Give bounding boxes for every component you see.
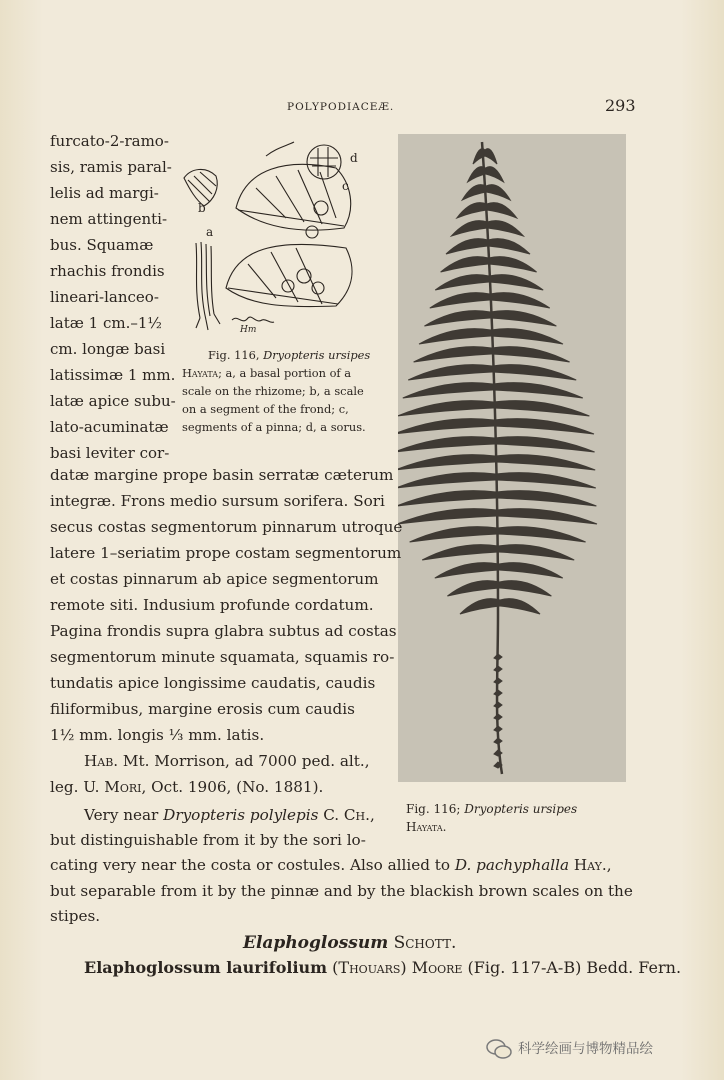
- wechat-icon: [486, 1039, 512, 1059]
- text-line: rhachis frondis: [50, 262, 165, 280]
- species-name: Elaphoglossum laurifolium: [84, 958, 328, 977]
- text-line: secus costas segmentorum pinnarum utroque: [50, 518, 403, 536]
- remark-author: C. Ch.,: [318, 806, 375, 824]
- fern-photograph: [398, 134, 626, 782]
- text-line: latæ apice subu-: [50, 392, 176, 410]
- page-number: 293: [605, 96, 636, 115]
- text-line: cm. longæ basi: [50, 340, 166, 358]
- fern-detail-drawing: [176, 138, 388, 338]
- text-line: basi leviter cor-: [50, 444, 170, 462]
- text-line: et costas pinnarum ab apice segmentorum: [50, 570, 379, 588]
- caption-author: Hayata: [182, 366, 219, 380]
- text-line: bus. Squamæ: [50, 236, 154, 254]
- remark-line: stipes.: [50, 907, 101, 925]
- species-heading: [84, 958, 681, 977]
- text-line: integræ. Frons medio sursum sorifera. Sori: [50, 492, 385, 510]
- collector-suffix: , Oct. 1906, (No. 1881).: [141, 778, 324, 796]
- text-line: lato-acuminatæ: [50, 418, 169, 436]
- photo-caption-fig: Fig. 116;: [406, 802, 461, 816]
- text-line: nem attingenti-: [50, 210, 168, 228]
- text-line: lineari-lanceo-: [50, 288, 159, 306]
- remark-line: but separable from it by the pinnæ and by the blackish brown scales on the: [50, 882, 633, 900]
- remark-species: D. pachyphalla: [454, 856, 570, 874]
- watermark-text: 科学绘画与博物精品绘: [518, 1041, 653, 1057]
- photo-caption: [406, 800, 628, 836]
- caption-fig: Fig. 116,: [208, 348, 260, 362]
- text-line: latere 1–seriatim prope costam segmentorum: [50, 544, 402, 562]
- remark-line: but distinguishable from it by the sori lo-: [50, 831, 366, 849]
- drawing-label-b: b: [198, 201, 206, 215]
- text-line: tundatis apice longissime caudatis, caudis: [50, 674, 376, 692]
- remark-author: Hay.,: [569, 856, 612, 874]
- photo-caption-species: Dryopteris ursipes: [464, 802, 578, 816]
- drawing-label-d: d: [350, 151, 358, 165]
- remark-text: cating very near the costa or costules. Also allied to: [50, 856, 455, 874]
- text-line: datæ margine prope basin serratæ cæterum: [50, 466, 394, 484]
- caption-text: ; a, a basal portion of a scale on the rhizome; b, a scale on a segment of the frond; c, segments of a pinna; d, a sorus.: [182, 366, 366, 434]
- drawing-signature: Hm: [240, 325, 257, 335]
- genus-author: Schott.: [388, 933, 457, 953]
- text-line: 1½ mm. longis ⅓ mm. latis.: [50, 726, 265, 744]
- text-line: remote siti. Indusium profunde cordatum.: [50, 596, 374, 614]
- genus-name: Elaphoglossum: [243, 933, 389, 953]
- species-ref: (Fig. 117-A-B) Bedd. Fern.: [462, 958, 682, 977]
- text-line: Pagina frondis supra glabra subtus ad costas: [50, 622, 397, 640]
- genus-heading: [243, 933, 456, 953]
- habitat-label: Hab.: [84, 752, 119, 770]
- remark-species: Dryopteris polylepis: [163, 806, 319, 824]
- drawing-label-a: a: [206, 225, 214, 239]
- habitat-location: Mt. Morrison, ad 7000 ped. alt.,: [118, 752, 370, 770]
- text-line: latissimæ 1 mm.: [50, 366, 176, 384]
- text-line: segmentorum minute squamata, squamis ro-: [50, 648, 395, 666]
- drawing-label-c: c: [342, 179, 349, 193]
- watermark: [486, 1037, 653, 1059]
- text-line: latæ 1 cm.–1½: [50, 314, 162, 332]
- text-line: furcato-2-ramo-: [50, 132, 169, 150]
- caption-species: Dryopteris ursipes: [263, 348, 371, 362]
- text-line: filiformibus, margine erosis cum caudis: [50, 700, 355, 718]
- remark-line: [50, 856, 612, 874]
- running-head: POLYPODIACEÆ.: [287, 101, 395, 113]
- remark-line: [84, 806, 375, 824]
- collector-line: [50, 778, 323, 796]
- remark-text: Very near: [84, 806, 164, 824]
- figure-caption: [182, 346, 378, 436]
- text-line: lelis ad margi-: [50, 184, 159, 202]
- photo-caption-author: Hayata.: [406, 820, 447, 834]
- species-author: (Thouars) Moore: [327, 958, 463, 977]
- habitat-line: [84, 752, 370, 770]
- text-line: sis, ramis paral-: [50, 158, 172, 176]
- collector-name: Mori: [104, 778, 142, 796]
- collector-prefix: leg. U.: [50, 778, 105, 796]
